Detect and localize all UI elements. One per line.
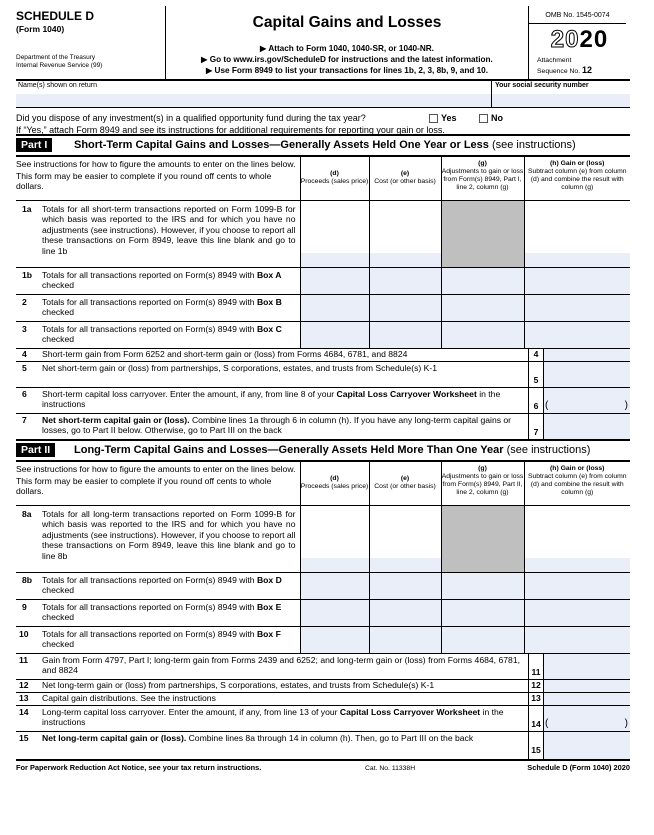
line-8a-cell xyxy=(16,506,300,573)
part1-summary-lines xyxy=(16,349,630,441)
line-9-box: Box E xyxy=(256,602,282,612)
line-10-cell xyxy=(16,627,300,654)
line-1b-tail: checked xyxy=(42,280,75,291)
line-13-row xyxy=(16,693,630,706)
ssn-input[interactable] xyxy=(492,94,630,107)
line-11-row xyxy=(16,654,630,680)
line-10-box: Box F xyxy=(256,629,281,639)
form-reference: (Form 1040) xyxy=(16,24,65,35)
line-15-number: 15 xyxy=(19,733,29,743)
line-5-amount[interactable] xyxy=(544,362,630,387)
col-h-letter: (h) Gain or (loss) xyxy=(550,160,605,167)
taxpayer-row xyxy=(16,81,630,108)
line-10-adjustments[interactable] xyxy=(441,627,524,654)
col-g-letter-2: (g) xyxy=(478,465,487,472)
qof-note: If “Yes,” attach Form 8949 and see its instructions for additional requirements for reporting your gain or loss. xyxy=(16,125,445,135)
qof-yes-label: Yes xyxy=(441,113,457,123)
line-14-text: Long-term capital loss carryover. Enter the amount, if any, from line 13 of your xyxy=(42,707,338,717)
line-8b-proceeds[interactable] xyxy=(300,573,369,600)
line-1b-adjustments[interactable] xyxy=(441,268,524,295)
line-8b-cost[interactable] xyxy=(369,573,441,600)
line-2-cost[interactable] xyxy=(369,295,441,322)
line-10-text: Totals for all transactions reported on Form(s) 8949 with xyxy=(42,629,255,639)
line-1a-text: Totals for all short-term transactions reported on Form 1099-B for which basis was reported to the IRS and for which you have no adjustments (see instructions). However, if you choose to report all these transactions on Form 8949, leave this line blank and go to line 1b xyxy=(42,204,296,256)
line-9-cost[interactable] xyxy=(369,600,441,627)
tax-year xyxy=(529,26,630,54)
line-2-cell xyxy=(16,295,300,322)
line-13-box: 13 xyxy=(528,693,544,705)
line-2-gain[interactable] xyxy=(524,295,630,322)
line-12-amount[interactable] xyxy=(544,680,630,692)
line-1b-proceeds[interactable] xyxy=(300,268,369,295)
line-13-number: 13 xyxy=(19,693,29,703)
col-h-label: Subtract column (e) from column (d) and combine the result with column (g) xyxy=(527,168,627,192)
line-5-box: 5 xyxy=(528,362,544,387)
col-g-header xyxy=(441,157,524,201)
line-15-text: Combine lines 8a through 14 in column (h). Then, go to Part III on the back xyxy=(188,733,474,743)
form-footer-id: Schedule D (Form 1040) 2020 xyxy=(527,763,630,772)
line-8a-number: 8a xyxy=(22,509,32,519)
line-6-row xyxy=(16,388,630,414)
line-2-text: Totals for all transactions reported on Form(s) 8949 with xyxy=(42,297,255,307)
col-g-header-2 xyxy=(441,462,524,506)
line-9-tail: checked xyxy=(42,612,75,623)
line-14-close-paren: ) xyxy=(624,718,628,729)
part1-desc-1: See instructions for how to figure the amounts to enter on the lines below. xyxy=(16,159,296,169)
irs-name: Internal Revenue Service (99) xyxy=(16,62,103,70)
line-10-gain[interactable] xyxy=(524,627,630,654)
line-1a-adjustments-shaded xyxy=(441,201,524,268)
ssn-cell xyxy=(492,81,630,107)
line-3-text: Totals for all transactions reported on Form(s) 8949 with xyxy=(42,324,255,334)
line-6-tail: in the instructions xyxy=(42,389,501,410)
line-1b-number: 1b xyxy=(22,270,33,280)
line-1b-cost[interactable] xyxy=(369,268,441,295)
col-d-letter: (d) xyxy=(330,170,339,177)
col-e-letter-2: (e) xyxy=(400,475,410,482)
agency-block xyxy=(16,54,102,70)
line-2-adjustments[interactable] xyxy=(441,295,524,322)
line-4-row xyxy=(16,349,630,362)
line-10-proceeds[interactable] xyxy=(300,627,369,654)
line-6-close-paren: ) xyxy=(624,400,628,411)
line-12-row xyxy=(16,680,630,693)
instructions-block xyxy=(166,44,528,76)
attachment-label: Attachment xyxy=(537,56,572,64)
line-4-box: 4 xyxy=(528,349,544,361)
part1-desc xyxy=(16,157,300,201)
sequence-number: 12 xyxy=(581,64,592,75)
part2-title: Long-Term Capital Gains and Losses—Generally Assets Held More Than One Year xyxy=(74,444,504,456)
part1-table xyxy=(16,156,630,349)
col-h-header xyxy=(524,157,630,201)
line-9-proceeds[interactable] xyxy=(300,600,369,627)
col-d-header-2 xyxy=(300,462,369,506)
line-12-box: 12 xyxy=(528,680,544,692)
line-3-adjustments[interactable] xyxy=(441,322,524,349)
line-5-number: 5 xyxy=(22,363,27,373)
part2-label: Part II xyxy=(16,443,55,457)
line-12-number: 12 xyxy=(19,680,29,690)
line-10-tail: checked xyxy=(42,639,75,650)
line-10-number: 10 xyxy=(19,629,29,639)
line-6-worksheet: Capital Loss Carryover Worksheet xyxy=(336,389,477,399)
line-14-box: 14 xyxy=(528,706,544,731)
line-6-box: 6 xyxy=(528,388,544,413)
col-g-label: Adjustments to gain or loss from Form(s) 8949, Part I, line 2, column (g) xyxy=(441,168,524,192)
line-5-row xyxy=(16,362,630,388)
part2-desc xyxy=(16,462,300,506)
col-e-header-2 xyxy=(369,462,441,506)
qof-no-checkbox[interactable] xyxy=(479,114,488,123)
line-11-box: 11 xyxy=(528,654,544,679)
line-11-text: Gain from Form 4797, Part I; long-term gain from Forms 2439 and 6252; and long-term gain or (loss) from Forms 4684, 6781, and 8824 xyxy=(42,655,520,676)
form-header xyxy=(16,6,630,81)
line-9-cell xyxy=(16,600,300,627)
col-e-label: Cost (or other basis) xyxy=(374,178,436,186)
part1-title-note: (see instructions) xyxy=(491,139,576,151)
line-6-open-paren: ( xyxy=(545,400,549,411)
col-g-label-2: Adjustments to gain or loss from Form(s) 8949, Part II, line 2, column (g) xyxy=(441,473,524,497)
line-9-adjustments[interactable] xyxy=(441,600,524,627)
col-e-label-2: Cost (or other basis) xyxy=(374,483,436,491)
col-h-label-2: Subtract column (e) from column (d) and combine the result with column (g) xyxy=(527,473,627,497)
col-e-letter: (e) xyxy=(400,170,410,177)
line-8b-tail: checked xyxy=(42,585,75,596)
line-8b-cell xyxy=(16,573,300,600)
col-g-letter: (g) xyxy=(478,160,487,167)
line-6-text: Short-term capital loss carryover. Enter the amount, if any, from line 8 of your xyxy=(42,389,335,399)
instruction-form-8949: ▶ Use Form 8949 to list your transactions for lines 1b, 2, 3, 8b, 9, and 10. xyxy=(205,65,489,75)
line-1a-cell xyxy=(16,201,300,268)
line-3-cost[interactable] xyxy=(369,322,441,349)
line-2-proceeds[interactable] xyxy=(300,295,369,322)
line-3-cell xyxy=(16,322,300,349)
omb-block xyxy=(528,6,630,81)
line-14-number: 14 xyxy=(19,707,29,717)
line-14-worksheet: Capital Loss Carryover Worksheet xyxy=(339,707,481,717)
line-7-bold: Net short-term capital gain or (loss). xyxy=(42,415,190,425)
title-block xyxy=(166,6,528,81)
part1-desc-2: This form may be easier to complete if you round off cents to whole dollars. xyxy=(16,171,272,192)
line-15-row xyxy=(16,732,630,759)
line-9-number: 9 xyxy=(22,602,27,612)
line-1a-number: 1a xyxy=(22,204,32,214)
name-cell xyxy=(16,81,492,107)
line-12-text: Net long-term gain or (loss) from partnerships, S corporations, estates, and trusts from Schedule(s) K-1 xyxy=(42,680,435,690)
line-9-gain[interactable] xyxy=(524,600,630,627)
line-14-tail: in the instructions xyxy=(42,707,504,728)
line-13-text: Capital gain distributions. See the instructions xyxy=(42,693,216,703)
line-14-open-paren: ( xyxy=(545,718,549,729)
part1-label: Part I xyxy=(16,138,52,152)
qof-yes-checkbox[interactable] xyxy=(429,114,438,123)
line-14-amount[interactable] xyxy=(544,706,630,731)
line-1b-cell xyxy=(16,268,300,295)
line-3-gain[interactable] xyxy=(524,322,630,349)
col-d-label: Proceeds (sales price) xyxy=(300,178,369,186)
tax-year-outline: 20 xyxy=(550,26,580,54)
line-8a-proceeds[interactable] xyxy=(300,506,369,573)
part2-header xyxy=(16,441,630,461)
line-1a-gain[interactable] xyxy=(524,201,630,268)
line-15-amount[interactable] xyxy=(544,732,630,759)
line-6-number: 6 xyxy=(22,389,27,399)
line-15-bold: Net long-term capital gain or (loss). xyxy=(42,733,187,743)
form-id-block xyxy=(16,6,166,81)
line-8a-cost[interactable] xyxy=(369,506,441,573)
line-8b-gain[interactable] xyxy=(524,573,630,600)
line-4-number: 4 xyxy=(22,349,27,359)
ssn-label: Your social security number xyxy=(495,82,589,89)
qof-question xyxy=(16,108,630,136)
part2-desc-1: See instructions for how to figure the amounts to enter on the lines below. xyxy=(16,464,296,474)
col-d-letter-2: (d) xyxy=(330,475,339,482)
line-9-text: Totals for all transactions reported on Form(s) 8949 with xyxy=(42,602,255,612)
line-6-amount[interactable] xyxy=(544,388,630,413)
name-input[interactable] xyxy=(16,94,491,107)
dept-name: Department of the Treasury xyxy=(16,54,96,61)
line-4-text: Short-term gain from Form 6252 and short-term gain or (loss) from Forms 4684, 6781, and 8824 xyxy=(42,349,408,359)
line-11-amount[interactable] xyxy=(544,654,630,679)
part2-desc-2: This form may be easier to complete if you round off cents to whole dollars. xyxy=(16,476,272,497)
line-8a-text: Totals for all long-term transactions reported on Form 1099-B for which basis was reported to the IRS and for which you have no adjustments (see instructions). However, if you choose to report all these transactions on Form 8949, leave this line blank and go to line 8b xyxy=(42,509,296,561)
line-13-amount[interactable] xyxy=(544,693,630,705)
schedule-name: SCHEDULE D xyxy=(16,9,95,23)
part1-title: Short-Term Capital Gains and Losses—Generally Assets Held One Year or Less xyxy=(74,139,489,151)
line-8a-adjustments-shaded xyxy=(441,506,524,573)
line-1b-gain[interactable] xyxy=(524,268,630,295)
line-8b-adjustments[interactable] xyxy=(441,573,524,600)
paperwork-notice: For Paperwork Reduction Act Notice, see your tax return instructions. xyxy=(16,763,262,772)
catalog-number: Cat. No. 11338H xyxy=(365,765,416,772)
attachment-sequence xyxy=(537,57,630,76)
instruction-attach: ▶ Attach to Form 1040, 1040-SR, or 1040-NR. xyxy=(260,44,434,54)
line-3-tail: checked xyxy=(42,334,75,345)
line-7-row xyxy=(16,414,630,441)
instruction-website: ▶ Go to www.irs.gov/ScheduleD for instructions and the latest information. xyxy=(201,55,493,65)
line-3-number: 3 xyxy=(22,324,27,334)
col-h-letter-2: (h) Gain or (loss) xyxy=(550,465,605,472)
line-7-text: Combine lines 1a through 6 in column (h). If you have any long-term capital gains or losses, go to Part II below. Otherwise, go to Part III on the back xyxy=(42,415,512,436)
part1-header xyxy=(16,136,630,156)
line-10-cost[interactable] xyxy=(369,627,441,654)
sequence-label: Sequence No. xyxy=(537,67,581,75)
line-7-amount[interactable] xyxy=(544,414,630,439)
line-1a-proceeds[interactable] xyxy=(300,201,369,268)
form-title: Capital Gains and Losses xyxy=(252,14,442,31)
line-1a-cost[interactable] xyxy=(369,201,441,268)
qof-no-label: No xyxy=(491,113,503,123)
line-1b-box: Box A xyxy=(256,270,282,280)
name-label: Name(s) shown on return xyxy=(18,82,97,89)
line-8b-number: 8b xyxy=(22,575,33,585)
line-15-box: 15 xyxy=(528,732,544,759)
line-2-number: 2 xyxy=(22,297,27,307)
qof-question-text: Did you dispose of any investment(s) in a qualified opportunity fund during the tax year? xyxy=(16,113,366,123)
line-8b-box: Box D xyxy=(256,575,282,585)
line-2-tail: checked xyxy=(42,307,75,318)
col-h-header-2 xyxy=(524,462,630,506)
part2-table xyxy=(16,461,630,654)
part2-title-note: (see instructions) xyxy=(506,444,591,456)
form-footer xyxy=(16,759,630,777)
line-3-box: Box C xyxy=(256,324,282,334)
line-2-box: Box B xyxy=(256,297,282,307)
line-14-row xyxy=(16,706,630,732)
line-7-number: 7 xyxy=(22,415,27,425)
col-d-header xyxy=(300,157,369,201)
col-e-header xyxy=(369,157,441,201)
line-3-proceeds[interactable] xyxy=(300,322,369,349)
line-8b-text: Totals for all transactions reported on Form(s) 8949 with xyxy=(42,575,255,585)
omb-number: OMB No. 1545-0074 xyxy=(529,12,626,24)
line-11-number: 11 xyxy=(19,655,29,665)
line-8a-gain[interactable] xyxy=(524,506,630,573)
tax-year-bold: 20 xyxy=(579,26,609,54)
part2-summary-lines xyxy=(16,654,630,759)
line-1b-text: Totals for all transactions reported on Form(s) 8949 with xyxy=(42,270,255,280)
line-5-text: Net short-term gain or (loss) from partnerships, S corporations, estates, and trusts from Schedule(s) K-1 xyxy=(42,363,437,373)
line-7-box: 7 xyxy=(528,414,544,439)
col-d-label-2: Proceeds (sales price) xyxy=(300,483,369,491)
form-page xyxy=(16,6,630,828)
line-4-amount[interactable] xyxy=(544,349,630,361)
